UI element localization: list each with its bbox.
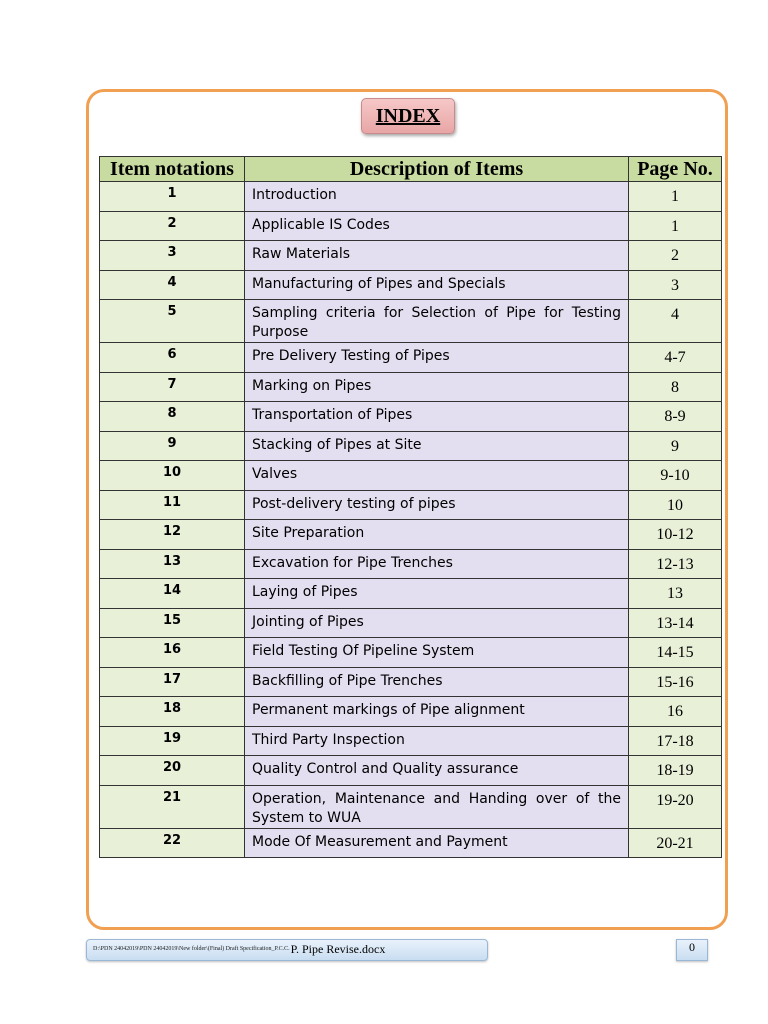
item-number: 10 bbox=[100, 461, 245, 491]
table-row bbox=[100, 461, 722, 491]
item-description: Permanent markings of Pipe alignment bbox=[245, 697, 629, 727]
item-number: 3 bbox=[100, 241, 245, 271]
item-number: 15 bbox=[100, 608, 245, 638]
item-page: 17-18 bbox=[629, 726, 722, 756]
item-number: 1 bbox=[100, 182, 245, 212]
item-description: Mode Of Measurement and Payment bbox=[245, 828, 629, 858]
item-page: 9-10 bbox=[629, 461, 722, 491]
item-page: 16 bbox=[629, 697, 722, 727]
table-row bbox=[100, 270, 722, 300]
item-page: 13-14 bbox=[629, 608, 722, 638]
item-description: Operation, Maintenance and Handing over of the System to WUA bbox=[245, 785, 629, 828]
item-number: 22 bbox=[100, 828, 245, 858]
table-row bbox=[100, 608, 722, 638]
table-row bbox=[100, 211, 722, 241]
item-description: Third Party Inspection bbox=[245, 726, 629, 756]
table-row bbox=[100, 579, 722, 609]
item-page: 3 bbox=[629, 270, 722, 300]
footer-page-number: 0 bbox=[676, 939, 708, 961]
item-description: Excavation for Pipe Trenches bbox=[245, 549, 629, 579]
item-page: 12-13 bbox=[629, 549, 722, 579]
item-number: 16 bbox=[100, 638, 245, 668]
item-page: 10-12 bbox=[629, 520, 722, 550]
item-description: Introduction bbox=[245, 182, 629, 212]
item-description: Site Preparation bbox=[245, 520, 629, 550]
index-title: INDEX bbox=[361, 98, 455, 134]
table-header-row bbox=[100, 157, 722, 182]
table-row bbox=[100, 697, 722, 727]
item-page: 20-21 bbox=[629, 828, 722, 858]
table-row bbox=[100, 785, 722, 828]
item-page: 10 bbox=[629, 490, 722, 520]
item-number: 19 bbox=[100, 726, 245, 756]
item-number: 20 bbox=[100, 756, 245, 786]
table-row bbox=[100, 241, 722, 271]
table-row bbox=[100, 549, 722, 579]
item-page: 19-20 bbox=[629, 785, 722, 828]
item-number: 13 bbox=[100, 549, 245, 579]
index-table bbox=[99, 156, 722, 858]
item-number: 18 bbox=[100, 697, 245, 727]
item-description: Field Testing Of Pipeline System bbox=[245, 638, 629, 668]
item-description: Quality Control and Quality assurance bbox=[245, 756, 629, 786]
item-number: 12 bbox=[100, 520, 245, 550]
header-page-no: Page No. bbox=[629, 157, 722, 182]
table-row bbox=[100, 726, 722, 756]
item-number: 17 bbox=[100, 667, 245, 697]
item-description: Raw Materials bbox=[245, 241, 629, 271]
footer-file-path: D:\PDN 24042019\PDN 24042019\New folder\(Final) Draft Specification_P.C.C. bbox=[93, 946, 290, 952]
table-row bbox=[100, 520, 722, 550]
item-description: Marking on Pipes bbox=[245, 372, 629, 402]
item-description: Jointing of Pipes bbox=[245, 608, 629, 638]
table-row bbox=[100, 667, 722, 697]
item-description: Pre Delivery Testing of Pipes bbox=[245, 343, 629, 373]
item-number: 6 bbox=[100, 343, 245, 373]
item-number: 5 bbox=[100, 300, 245, 343]
footer-file-bar bbox=[86, 939, 488, 961]
table-row bbox=[100, 343, 722, 373]
item-number: 8 bbox=[100, 402, 245, 432]
item-page: 1 bbox=[629, 211, 722, 241]
header-description: Description of Items bbox=[245, 157, 629, 182]
item-page: 15-16 bbox=[629, 667, 722, 697]
item-description: Manufacturing of Pipes and Specials bbox=[245, 270, 629, 300]
item-description: Sampling criteria for Selection of Pipe for Testing Purpose bbox=[245, 300, 629, 343]
item-description: Applicable IS Codes bbox=[245, 211, 629, 241]
footer-file-name: P. Pipe Revise.docx bbox=[290, 942, 386, 956]
item-number: 4 bbox=[100, 270, 245, 300]
item-description: Transportation of Pipes bbox=[245, 402, 629, 432]
item-number: 9 bbox=[100, 431, 245, 461]
item-number: 21 bbox=[100, 785, 245, 828]
table-row bbox=[100, 402, 722, 432]
table-row bbox=[100, 638, 722, 668]
item-page: 4 bbox=[629, 300, 722, 343]
item-page: 2 bbox=[629, 241, 722, 271]
item-number: 7 bbox=[100, 372, 245, 402]
item-page: 18-19 bbox=[629, 756, 722, 786]
item-page: 14-15 bbox=[629, 638, 722, 668]
item-page: 8-9 bbox=[629, 402, 722, 432]
table-row bbox=[100, 828, 722, 858]
item-number: 11 bbox=[100, 490, 245, 520]
table-row bbox=[100, 182, 722, 212]
item-description: Backfilling of Pipe Trenches bbox=[245, 667, 629, 697]
header-item-notations: Item notations bbox=[100, 157, 245, 182]
item-page: 13 bbox=[629, 579, 722, 609]
item-number: 2 bbox=[100, 211, 245, 241]
table-row bbox=[100, 372, 722, 402]
table-row bbox=[100, 756, 722, 786]
item-description: Laying of Pipes bbox=[245, 579, 629, 609]
table-row bbox=[100, 490, 722, 520]
table-row bbox=[100, 300, 722, 343]
item-page: 8 bbox=[629, 372, 722, 402]
table-row bbox=[100, 431, 722, 461]
item-page: 1 bbox=[629, 182, 722, 212]
item-description: Valves bbox=[245, 461, 629, 491]
item-page: 9 bbox=[629, 431, 722, 461]
item-description: Post-delivery testing of pipes bbox=[245, 490, 629, 520]
item-description: Stacking of Pipes at Site bbox=[245, 431, 629, 461]
item-number: 14 bbox=[100, 579, 245, 609]
item-page: 4-7 bbox=[629, 343, 722, 373]
